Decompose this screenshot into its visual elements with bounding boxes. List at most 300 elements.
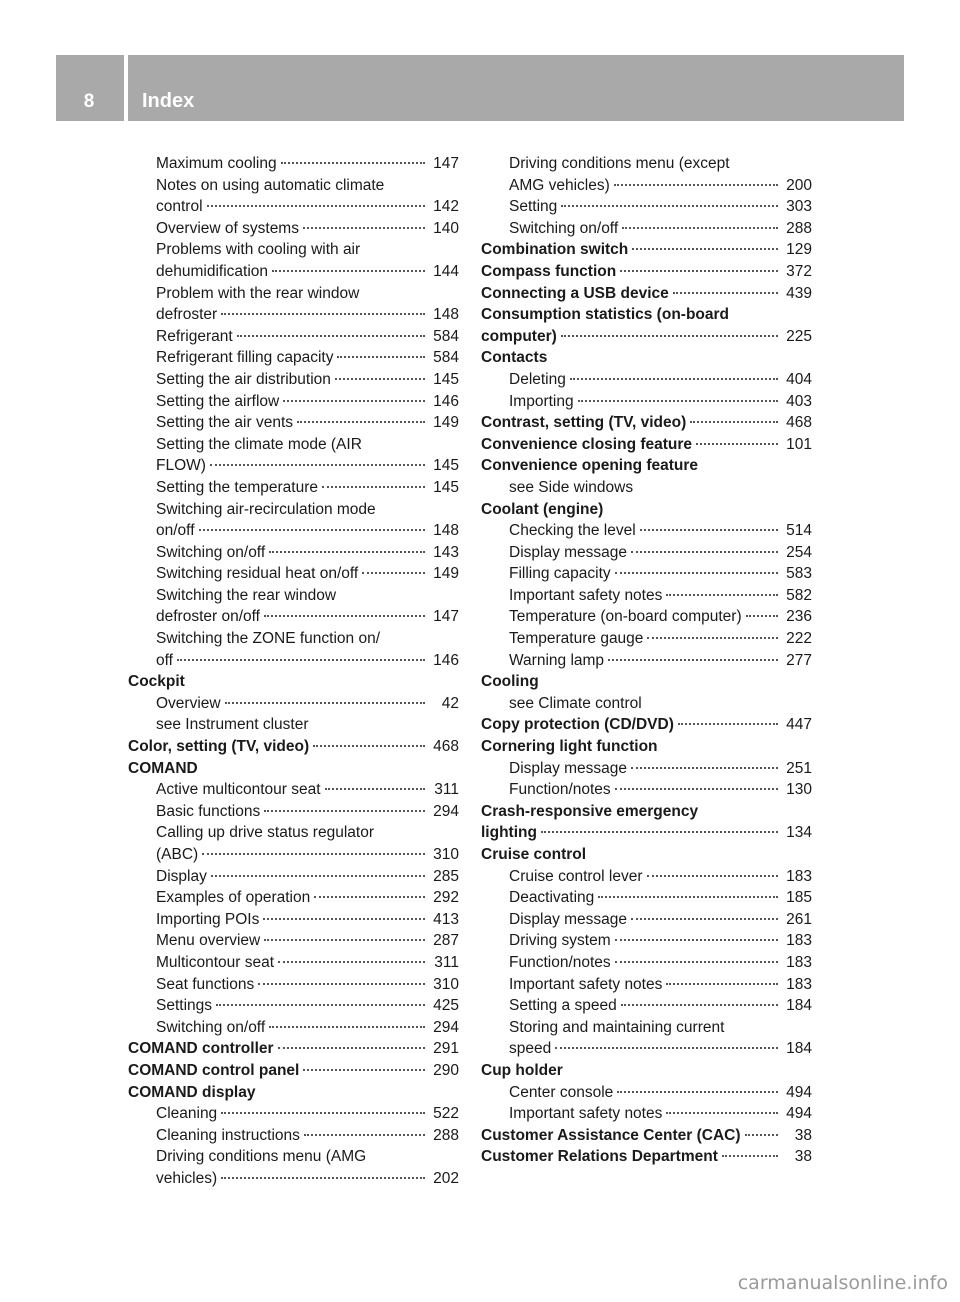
entry-text: Maximum cooling xyxy=(156,155,277,172)
page-reference: 147 xyxy=(433,155,459,172)
index-subentry xyxy=(481,542,812,564)
entry-text: computer) xyxy=(481,327,557,345)
dot-leader xyxy=(237,335,425,337)
dot-leader xyxy=(269,551,425,553)
page-reference: 584 xyxy=(433,327,459,345)
entry-text: Examples of operation xyxy=(156,889,311,907)
page-reference: 311 xyxy=(434,953,459,971)
index-subentry xyxy=(128,455,459,477)
entry-text: Seat functions xyxy=(156,975,255,993)
page-reference: 184 xyxy=(786,997,812,1015)
entry-text: Switching the rear window xyxy=(156,586,337,604)
index-subentry xyxy=(128,628,459,650)
page-reference: 261 xyxy=(786,910,812,928)
entry-text: Multicontour seat xyxy=(156,953,275,971)
entry-text: Connecting a USB device xyxy=(481,284,669,302)
entry-text: Setting the air distribution xyxy=(156,370,331,388)
entry-text: Convenience closing feature xyxy=(481,435,693,453)
index-entry xyxy=(481,801,812,823)
index-subentry xyxy=(128,909,459,931)
index-subentry xyxy=(128,218,459,240)
entry-text: Compass function xyxy=(481,262,617,280)
dot-leader xyxy=(666,1112,778,1114)
entry-text: Display message xyxy=(509,543,628,561)
index-entry xyxy=(481,455,812,477)
entry-text: Temperature (on-board computer) xyxy=(509,608,742,626)
entry-text: COMAND controller xyxy=(128,1040,274,1058)
header-divider xyxy=(124,55,128,121)
page-reference: 236 xyxy=(786,608,812,626)
entry-text: Switching residual heat on/off xyxy=(156,565,359,583)
entry-text: defroster on/off xyxy=(156,608,260,626)
page-reference: 144 xyxy=(433,262,459,280)
page-reference: 185 xyxy=(786,889,812,907)
entry-text: Cleaning instructions xyxy=(156,1126,300,1144)
entry-text: Copy protection (CD/DVD) xyxy=(481,716,674,734)
index-entry xyxy=(481,822,812,844)
entry-text: lighting xyxy=(481,824,537,842)
page-reference: 146 xyxy=(433,651,459,669)
index-subentry xyxy=(128,844,459,866)
dot-leader xyxy=(578,400,778,402)
index-subentry xyxy=(128,542,459,564)
dot-leader xyxy=(555,1047,778,1049)
entry-text: Cornering light function xyxy=(481,738,658,756)
dot-leader xyxy=(269,1026,425,1028)
dot-leader xyxy=(632,248,778,250)
index-entry xyxy=(481,1060,812,1082)
entry-text: Cup holder xyxy=(481,1061,563,1079)
page-reference: 468 xyxy=(786,414,812,432)
entry-text: Cleaning xyxy=(156,1105,218,1123)
index-subentry xyxy=(128,974,459,996)
dot-leader xyxy=(199,529,425,531)
dot-leader xyxy=(666,594,778,596)
page-reference: 514 xyxy=(786,522,812,540)
page-reference: 183 xyxy=(786,953,812,971)
page-reference: 288 xyxy=(786,219,812,237)
dot-leader xyxy=(221,313,425,315)
dot-leader xyxy=(746,615,778,617)
index-entry xyxy=(481,844,812,866)
entry-text: Driving system xyxy=(509,932,611,950)
dot-leader xyxy=(313,745,425,747)
index-subentry xyxy=(128,930,459,952)
page-reference: 468 xyxy=(433,738,459,756)
page-reference: 522 xyxy=(433,1105,459,1123)
page-reference: 439 xyxy=(786,284,812,302)
page-reference: 582 xyxy=(786,586,812,604)
page-header xyxy=(56,55,904,121)
entry-text: Settings xyxy=(156,997,213,1015)
entry-text: Function/notes xyxy=(509,953,611,971)
entry-text: on/off xyxy=(156,522,195,540)
entry-text: Deactivating xyxy=(509,889,595,907)
page-reference: 372 xyxy=(786,262,812,280)
index-entry xyxy=(128,758,459,780)
index-subentry xyxy=(481,758,812,780)
index-subentry xyxy=(128,499,459,521)
page-reference: 134 xyxy=(786,824,812,842)
page-reference: 403 xyxy=(786,392,812,410)
entry-text: Color, setting (TV, video) xyxy=(128,738,310,756)
dot-leader xyxy=(690,421,778,423)
page-reference: 494 xyxy=(786,1083,812,1101)
index-subentry xyxy=(481,1017,812,1039)
index-entry xyxy=(481,736,812,758)
page-reference: 251 xyxy=(786,759,812,777)
index-subentry xyxy=(128,693,459,715)
page-reference: 38 xyxy=(794,1148,812,1166)
index-subentry xyxy=(128,1017,459,1039)
entry-text: Important safety notes xyxy=(509,1105,663,1123)
page-reference: 447 xyxy=(786,716,812,734)
index-column-left xyxy=(128,153,459,1190)
dot-leader xyxy=(561,205,778,207)
page-reference: 101 xyxy=(786,435,812,453)
entry-text: Driving conditions menu (except xyxy=(509,155,730,172)
watermark: carmanualsonline.info xyxy=(737,1272,948,1294)
index-entry xyxy=(481,239,812,261)
dot-leader xyxy=(272,270,425,272)
index-subentry xyxy=(128,887,459,909)
entry-text: Setting the airflow xyxy=(156,392,280,410)
index-entry xyxy=(128,1082,459,1104)
page-reference: 254 xyxy=(786,543,812,561)
entry-text: Setting the air vents xyxy=(156,414,293,432)
entry-text: COMAND xyxy=(128,759,198,777)
page-reference: 147 xyxy=(433,608,459,626)
index-subentry xyxy=(481,1038,812,1060)
page-reference: 143 xyxy=(433,543,459,561)
index-subentry xyxy=(481,1103,812,1125)
page-reference: 287 xyxy=(433,932,459,950)
dot-leader xyxy=(337,356,425,358)
dot-leader xyxy=(647,875,778,877)
index-subentry xyxy=(128,866,459,888)
entry-text: see Side windows xyxy=(509,478,634,496)
entry-text: Setting a speed xyxy=(509,997,617,1015)
index-entry xyxy=(481,326,812,348)
dot-leader xyxy=(631,767,778,769)
entry-text: Warning lamp xyxy=(509,651,605,669)
index-subentry xyxy=(481,606,812,628)
index-column-right xyxy=(481,153,812,1168)
index-subentry xyxy=(128,326,459,348)
entry-text: Overview xyxy=(156,694,221,712)
dot-leader xyxy=(177,659,425,661)
index-subentry xyxy=(481,153,812,175)
dot-leader xyxy=(622,227,778,229)
index-entry xyxy=(481,261,812,283)
entry-text: Switching on/off xyxy=(509,219,619,237)
index-entry xyxy=(481,347,812,369)
entry-text: Storing and maintaining current xyxy=(509,1018,725,1036)
entry-text: control xyxy=(156,198,203,216)
entry-text: COMAND control panel xyxy=(128,1061,300,1079)
dot-leader xyxy=(696,443,778,445)
dot-leader xyxy=(297,421,425,423)
page-reference: 200 xyxy=(786,176,812,194)
entry-text: Display xyxy=(156,867,207,885)
entry-text: Switching on/off xyxy=(156,543,266,561)
page-reference: 494 xyxy=(786,1105,812,1123)
page-reference: 130 xyxy=(786,781,812,799)
page-reference: 38 xyxy=(794,1126,812,1144)
dot-leader xyxy=(304,1134,425,1136)
index-subentry xyxy=(128,1146,459,1168)
page-reference: 222 xyxy=(786,630,812,648)
index-subentry xyxy=(481,909,812,931)
index-subentry xyxy=(128,196,459,218)
index-subentry xyxy=(481,693,812,715)
dot-leader xyxy=(673,292,778,294)
page-reference: 285 xyxy=(433,867,459,885)
index-subentry xyxy=(128,261,459,283)
dot-leader xyxy=(264,939,425,941)
entry-text: Important safety notes xyxy=(509,586,663,604)
index-entry xyxy=(128,736,459,758)
dot-leader xyxy=(283,400,425,402)
index-entry xyxy=(481,671,812,693)
dot-leader xyxy=(615,572,778,574)
dot-leader xyxy=(570,378,778,380)
dot-leader xyxy=(745,1134,778,1136)
page-reference: 183 xyxy=(786,975,812,993)
entry-text: Switching the ZONE function on/ xyxy=(156,630,381,648)
index-subentry xyxy=(128,391,459,413)
section-title: Index xyxy=(142,90,195,112)
index-subentry xyxy=(481,952,812,974)
dot-leader xyxy=(615,788,778,790)
entry-text: Importing POIs xyxy=(156,910,260,928)
entry-text: Refrigerant xyxy=(156,327,233,345)
entry-text: Coolant (engine) xyxy=(481,500,604,518)
entry-text: dehumidification xyxy=(156,262,269,280)
entry-text: Important safety notes xyxy=(509,975,663,993)
page-reference: 129 xyxy=(786,241,812,259)
page-reference: 202 xyxy=(433,1169,459,1187)
entry-text: Menu overview xyxy=(156,932,261,950)
dot-leader xyxy=(617,1091,778,1093)
entry-text: Checking the level xyxy=(509,522,636,540)
dot-leader xyxy=(722,1155,778,1157)
entry-text: Importing xyxy=(509,392,574,410)
entry-text: Overview of systems xyxy=(156,219,299,237)
page-reference: 310 xyxy=(433,975,459,993)
index-subentry xyxy=(481,520,812,542)
page-reference: 148 xyxy=(433,522,459,540)
page-reference: 311 xyxy=(434,781,459,799)
entry-text: Deleting xyxy=(509,370,566,388)
entry-text: Convenience opening feature xyxy=(481,457,699,475)
entry-text: Setting the temperature xyxy=(156,478,318,496)
index-subentry xyxy=(481,779,812,801)
entry-text: see Instrument cluster xyxy=(156,716,309,734)
page-reference: 184 xyxy=(786,1040,812,1058)
index-subentry xyxy=(481,930,812,952)
dot-leader xyxy=(314,896,425,898)
entry-text: Basic functions xyxy=(156,802,261,820)
index-subentry xyxy=(128,779,459,801)
index-subentry xyxy=(128,952,459,974)
index-subentry xyxy=(128,822,459,844)
dot-leader xyxy=(541,831,778,833)
dot-leader xyxy=(362,572,425,574)
index-subentry xyxy=(128,153,459,175)
entry-text: Problems with cooling with air xyxy=(156,241,361,259)
index-subentry xyxy=(128,520,459,542)
page-reference: 413 xyxy=(433,910,459,928)
dot-leader xyxy=(631,551,778,553)
index-subentry xyxy=(128,563,459,585)
dot-leader xyxy=(614,184,778,186)
page-reference: 145 xyxy=(433,370,459,388)
page-reference: 146 xyxy=(433,392,459,410)
page-reference: 145 xyxy=(433,457,459,475)
entry-text: Contrast, setting (TV, video) xyxy=(481,414,687,432)
entry-text: Customer Relations Department xyxy=(481,1148,718,1166)
entry-text: Consumption statistics (on-board xyxy=(481,306,729,324)
entry-text: Display message xyxy=(509,759,628,777)
page-reference: 404 xyxy=(786,370,812,388)
dot-leader xyxy=(202,853,425,855)
dot-leader xyxy=(325,788,425,790)
entry-text: (ABC) xyxy=(156,846,199,863)
page-reference: 277 xyxy=(786,651,812,669)
entry-text: Refrigerant filling capacity xyxy=(156,349,334,367)
entry-text: Cruise control xyxy=(481,846,587,863)
index-subentry xyxy=(481,866,812,888)
index-subentry xyxy=(481,585,812,607)
dot-leader xyxy=(666,983,778,985)
index-entry xyxy=(481,714,812,736)
index-subentry xyxy=(481,175,812,197)
index-entry xyxy=(481,434,812,456)
entry-text: AMG vehicles) xyxy=(509,176,610,194)
page-reference: 294 xyxy=(433,802,459,820)
index-subentry xyxy=(481,196,812,218)
index-subentry xyxy=(128,412,459,434)
entry-text: Cruise control lever xyxy=(509,867,643,885)
dot-leader xyxy=(631,918,778,920)
entry-text: Setting the climate mode (AIR xyxy=(156,435,362,453)
dot-leader xyxy=(303,227,425,229)
dot-leader xyxy=(621,1004,778,1006)
dot-leader xyxy=(278,1047,425,1049)
index-subentry xyxy=(481,369,812,391)
dot-leader xyxy=(225,702,425,704)
entry-text: Calling up drive status regulator xyxy=(156,824,374,842)
index-entry xyxy=(481,499,812,521)
index-subentry xyxy=(128,1168,459,1190)
index-subentry xyxy=(128,434,459,456)
index-subentry xyxy=(481,974,812,996)
entry-text: Cockpit xyxy=(128,673,185,691)
entry-text: Contacts xyxy=(481,349,548,367)
index-subentry xyxy=(128,175,459,197)
page-number: 8 xyxy=(83,91,95,112)
dot-leader xyxy=(615,939,778,941)
index-subentry xyxy=(128,477,459,499)
dot-leader xyxy=(264,615,425,617)
page-reference: 140 xyxy=(433,219,459,237)
entry-text: Switching on/off xyxy=(156,1018,266,1036)
index-entry xyxy=(481,304,812,326)
entry-text: Notes on using automatic climate xyxy=(156,176,385,194)
index-subentry xyxy=(128,1125,459,1147)
dot-leader xyxy=(264,810,425,812)
dot-leader xyxy=(258,983,425,985)
dot-leader xyxy=(561,335,778,337)
entry-text: Filling capacity xyxy=(509,565,611,583)
dot-leader xyxy=(598,896,778,898)
entry-text: Center console xyxy=(509,1083,614,1101)
entry-text: defroster xyxy=(156,306,218,324)
dot-leader xyxy=(216,1004,425,1006)
index-subentry xyxy=(128,1103,459,1125)
index-subentry xyxy=(128,606,459,628)
dot-leader xyxy=(335,378,425,380)
dot-leader xyxy=(647,637,778,639)
dot-leader xyxy=(210,464,425,466)
page-reference: 584 xyxy=(433,349,459,367)
page-reference: 149 xyxy=(433,414,459,432)
page-reference: 294 xyxy=(433,1018,459,1036)
dot-leader xyxy=(303,1069,425,1071)
index-entry xyxy=(481,283,812,305)
dot-leader xyxy=(281,162,425,164)
entry-text: Customer Assistance Center (CAC) xyxy=(481,1126,741,1144)
page-reference: 290 xyxy=(433,1061,459,1079)
page-reference: 292 xyxy=(433,889,459,907)
page-reference: 142 xyxy=(433,198,459,216)
entry-text: Function/notes xyxy=(509,781,611,799)
index-subentry xyxy=(128,801,459,823)
dot-leader xyxy=(678,723,778,725)
page-reference: 303 xyxy=(786,198,812,216)
entry-text: see Climate control xyxy=(509,694,642,712)
index-subentry xyxy=(128,650,459,672)
index-subentry xyxy=(481,563,812,585)
index-subentry xyxy=(128,995,459,1017)
entry-text: COMAND display xyxy=(128,1083,256,1101)
index-subentry xyxy=(481,628,812,650)
index-subentry xyxy=(128,585,459,607)
page-reference: 425 xyxy=(433,997,459,1015)
index-subentry xyxy=(128,239,459,261)
page-reference: 149 xyxy=(433,565,459,583)
dot-leader xyxy=(620,270,778,272)
index-entry xyxy=(128,1038,459,1060)
dot-leader xyxy=(211,875,425,877)
page-reference: 148 xyxy=(433,306,459,324)
index-entry xyxy=(481,1146,812,1168)
dot-leader xyxy=(615,961,778,963)
dot-leader xyxy=(207,205,425,207)
entry-text: Temperature gauge xyxy=(509,630,644,648)
index-subentry xyxy=(128,714,459,736)
index-subentry xyxy=(128,283,459,305)
index-entry xyxy=(481,1125,812,1147)
page-reference: 183 xyxy=(786,932,812,950)
page-reference: 291 xyxy=(433,1040,459,1058)
entry-text: speed xyxy=(509,1040,552,1058)
index-subentry xyxy=(481,391,812,413)
entry-text: vehicles) xyxy=(156,1169,218,1187)
dot-leader xyxy=(322,486,425,488)
page-reference: 288 xyxy=(433,1126,459,1144)
